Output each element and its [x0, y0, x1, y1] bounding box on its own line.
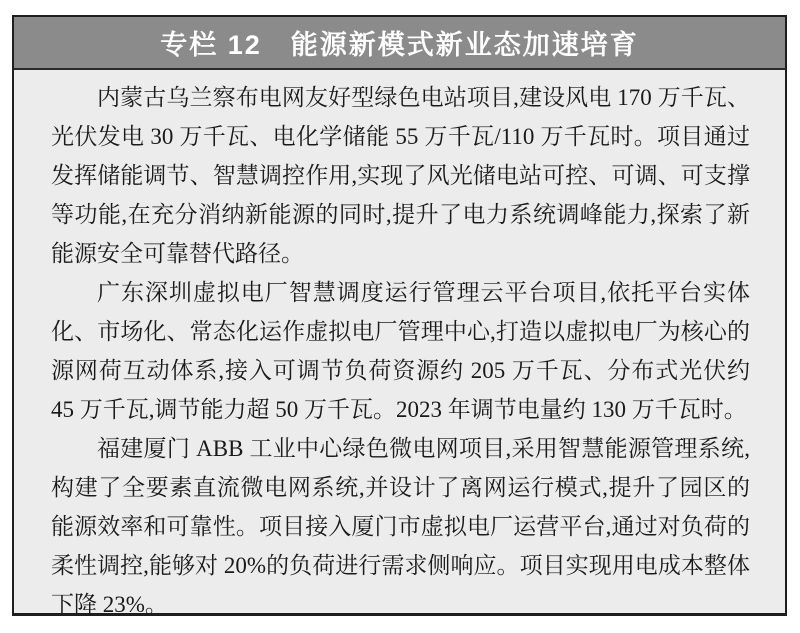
column-title: 专栏 12 能源新模式新业态加速培育 [160, 30, 639, 60]
column-body [14, 70, 785, 624]
paragraph-xiamen-abb-microgrid: 福建厦门 ABB 工业中心绿色微电网项目,采用智慧能源管理系统,构建了全要素直流微电网系统,并设计了离网运行模式,提升了园区的能源效率和可靠性。项目接入厦门市虚拟电厂运营平台,通过对负荷的柔性调控,能够对 20%的负荷进行需求侧响应。项目实现用电成本整体下降 23%。 [51, 436, 750, 617]
column-box [12, 15, 787, 616]
column-header [14, 17, 785, 70]
paragraph-ulanqab-green-station: 内蒙古乌兰察布电网友好型绿色电站项目,建设风电 170 万千瓦、光伏发电 30 万千瓦、电化学储能 55 万千瓦/110 万千瓦时。项目通过发挥储能调节、智慧调控作用,实现了风光储电站可控、可调、可支撑等功能,在充分消纳新能源的同时,提升了电力系统调峰能力,探索了新能源安全可靠替代路径。 [51, 85, 750, 266]
paragraph-shenzhen-virtual-plant: 广东深圳虚拟电厂智慧调度运行管理云平台项目,依托平台实体化、市场化、常态化运作虚拟电厂管理中心,打造以虚拟电厂为核心的源网荷互动体系,接入可调节负荷资源约 205 万千瓦、分布式光伏约 45 万千瓦,调节能力超 50 万千瓦。2023 年调节电量约 130 万千瓦时。 [51, 280, 750, 422]
